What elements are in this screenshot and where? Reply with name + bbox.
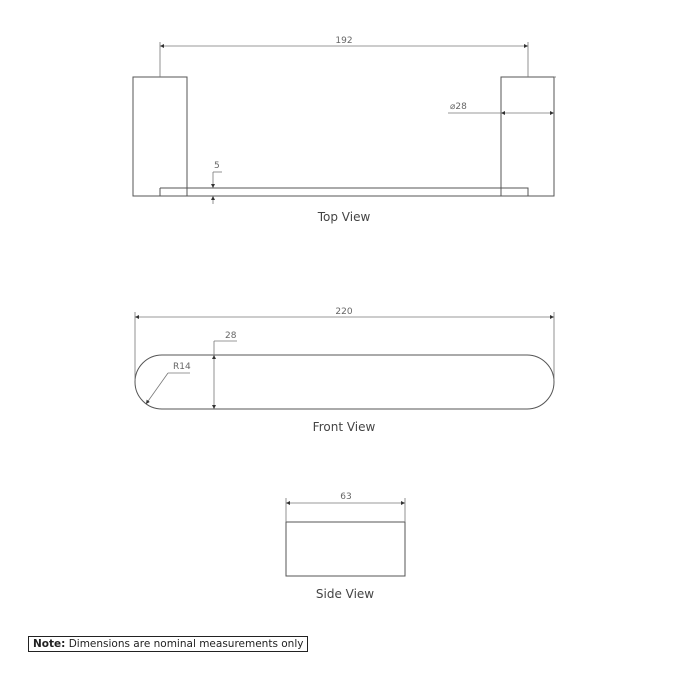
note-text: Dimensions are nominal measurements only xyxy=(68,638,304,650)
top-length-dim: 192 xyxy=(335,36,353,46)
front-height-dim: 28 xyxy=(225,331,237,341)
top-bar-plate xyxy=(160,188,528,196)
front-radius-leader xyxy=(146,373,168,404)
side-view xyxy=(286,492,405,601)
top-right-post xyxy=(501,77,554,196)
top-view xyxy=(133,36,556,224)
top-thickness-dim: 5 xyxy=(214,161,220,171)
front-view-label: Front View xyxy=(312,420,376,434)
side-depth-dim: 63 xyxy=(340,492,352,502)
top-view-label: Top View xyxy=(317,210,371,224)
top-left-post xyxy=(133,77,187,196)
front-bar-outline xyxy=(135,355,554,409)
side-body-outline xyxy=(286,522,405,576)
front-view xyxy=(135,307,554,434)
top-diameter-dim: ⌀28 xyxy=(450,102,467,112)
front-length-dim: 220 xyxy=(335,307,353,317)
front-radius-dim: R14 xyxy=(173,362,191,372)
note-box xyxy=(28,636,308,652)
note-prefix: Note: xyxy=(33,638,66,650)
side-view-label: Side View xyxy=(315,587,375,601)
